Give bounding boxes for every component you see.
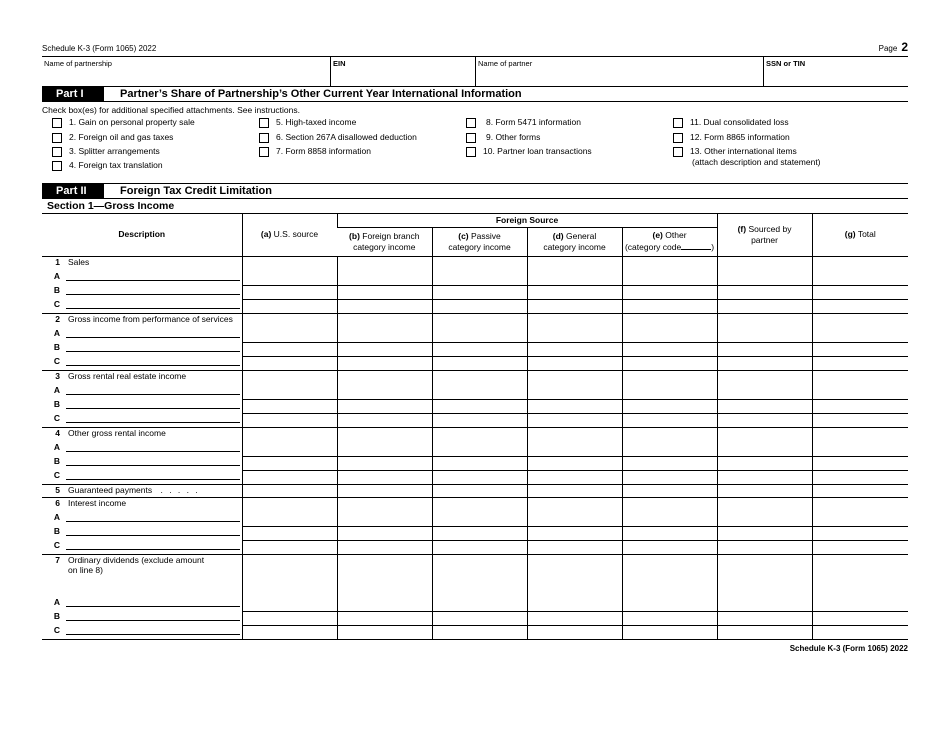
line-2A-cell[interactable] — [337, 328, 432, 342]
partnership-name-field[interactable]: Name of partnership — [44, 59, 112, 68]
line-6B-cell[interactable] — [527, 526, 622, 540]
line-4B-cell[interactable] — [622, 456, 717, 470]
line-4C-cell[interactable] — [242, 470, 337, 484]
line-1-sub-C[interactable]: C — [42, 299, 242, 313]
line-7A-cell[interactable] — [527, 597, 622, 611]
checkbox-item-8[interactable]: 8. Form 5471 information — [466, 117, 581, 128]
attachment-checkboxes — [42, 115, 908, 183]
section-1-title: Section 1—Gross Income — [42, 199, 908, 214]
part2-label: Part II — [42, 184, 104, 198]
line-6B-cell[interactable] — [242, 526, 337, 540]
line-1-cell[interactable] — [527, 256, 622, 271]
line-7-cell[interactable] — [527, 554, 622, 597]
line-4C-cell[interactable] — [527, 470, 622, 484]
line-3B-cell[interactable] — [242, 399, 337, 413]
subline-input[interactable] — [66, 465, 240, 466]
line-1A-cell[interactable] — [242, 271, 337, 285]
line-3B-cell[interactable] — [527, 399, 622, 413]
line-4-cell[interactable] — [527, 427, 622, 442]
line-6A-cell[interactable] — [527, 512, 622, 526]
subline-input[interactable] — [66, 535, 240, 536]
checkbox-item-10[interactable]: 10. Partner loan transactions — [466, 146, 592, 157]
line-2-sub-B[interactable]: B — [42, 342, 242, 356]
checkbox-item-6[interactable]: 6. Section 267A disallowed deduction — [259, 132, 417, 143]
line-5-cell[interactable] — [527, 484, 622, 497]
subline-input[interactable] — [66, 451, 240, 452]
checkbox-item-5[interactable]: 5. High-taxed income — [259, 117, 356, 128]
checkbox[interactable] — [259, 147, 269, 157]
line-7C-cell[interactable] — [337, 625, 432, 639]
table-subrow — [42, 442, 908, 456]
line-4A-cell[interactable] — [242, 442, 337, 456]
line-4A-cell[interactable] — [527, 442, 622, 456]
line-3-cell[interactable] — [432, 370, 527, 385]
line-3-description: 3 Gross rental real estate income — [55, 370, 187, 381]
col-b-foreign-branch: (b) Foreign branch category income — [337, 227, 432, 256]
line-2C-cell[interactable] — [527, 356, 622, 370]
line-2B-cell[interactable] — [432, 342, 527, 356]
line-6B-cell[interactable] — [622, 526, 717, 540]
line-6B-cell[interactable] — [717, 526, 812, 540]
line-3B-cell[interactable] — [812, 399, 908, 413]
partner-name-field[interactable]: Name of partner — [475, 57, 763, 86]
subline-input[interactable] — [66, 337, 240, 338]
line-7-cell[interactable] — [717, 554, 812, 597]
line-2A-cell[interactable] — [527, 328, 622, 342]
line-2-cell[interactable] — [527, 313, 622, 328]
table-row — [42, 427, 908, 442]
line-1B-cell[interactable] — [717, 285, 812, 299]
line-6C-cell[interactable] — [242, 540, 337, 554]
line-5-cell[interactable] — [432, 484, 527, 497]
line-2-sub-A[interactable]: A — [42, 328, 242, 342]
subline-input[interactable] — [66, 606, 240, 607]
line-1-cell[interactable] — [337, 256, 432, 271]
table-subrow — [42, 611, 908, 625]
line-3C-cell[interactable] — [717, 413, 812, 427]
line-1B-cell[interactable] — [337, 285, 432, 299]
checkbox-item-13[interactable]: 13. Other international items (attach description and statement) — [673, 146, 821, 168]
checkbox-item-1[interactable]: 1. Gain on personal property sale — [52, 117, 195, 128]
part2-title: Foreign Tax Credit Limitation — [120, 185, 272, 197]
line-6A-cell[interactable] — [622, 512, 717, 526]
line-3A-cell[interactable] — [242, 385, 337, 399]
line-2C-cell[interactable] — [432, 356, 527, 370]
line-1C-cell[interactable] — [812, 299, 908, 313]
line-7A-cell[interactable] — [337, 597, 432, 611]
line-2C-cell[interactable] — [717, 356, 812, 370]
page-header — [42, 40, 908, 56]
line-6-cell[interactable] — [337, 497, 432, 512]
line-2B-cell[interactable] — [242, 342, 337, 356]
table-subrow — [42, 271, 908, 285]
checkbox[interactable] — [52, 133, 62, 143]
line-2B-cell[interactable] — [622, 342, 717, 356]
line-2C-cell[interactable] — [242, 356, 337, 370]
line-1B-cell[interactable] — [242, 285, 337, 299]
line-7B-cell[interactable] — [622, 611, 717, 625]
line-1-sub-A[interactable]: A — [42, 271, 242, 285]
form-id: Schedule K-3 (Form 1065) 2022 — [42, 44, 157, 53]
table-subrow — [42, 526, 908, 540]
line-2-cell[interactable] — [242, 313, 337, 328]
line-7-sub-C[interactable]: C — [42, 625, 242, 639]
checkbox[interactable] — [259, 118, 269, 128]
table-subrow — [42, 385, 908, 399]
table-subrow — [42, 597, 908, 611]
line-3-cell[interactable] — [242, 370, 337, 385]
line-1A-cell[interactable] — [432, 271, 527, 285]
line-7C-cell[interactable] — [242, 625, 337, 639]
line-3C-cell[interactable] — [812, 413, 908, 427]
line-7-cell[interactable] — [622, 554, 717, 597]
table-subrow — [42, 456, 908, 470]
line-7B-cell[interactable] — [527, 611, 622, 625]
ein-field[interactable]: EIN — [330, 57, 475, 86]
line-6A-cell[interactable] — [337, 512, 432, 526]
line-6-cell[interactable] — [432, 497, 527, 512]
line-3-sub-C[interactable]: C — [42, 413, 242, 427]
line-6C-cell[interactable] — [717, 540, 812, 554]
line-4-cell[interactable] — [812, 427, 908, 442]
checkbox[interactable] — [673, 118, 683, 128]
line-2A-cell[interactable] — [432, 328, 527, 342]
part2-header — [42, 183, 908, 199]
line-6B-cell[interactable] — [337, 526, 432, 540]
line-2B-cell[interactable] — [717, 342, 812, 356]
table-row — [42, 313, 908, 328]
table-subrow — [42, 512, 908, 526]
line-3-sub-A[interactable]: A — [42, 385, 242, 399]
line-4-cell[interactable] — [337, 427, 432, 442]
line-7-description: 7 Ordinary dividends (exclude amount on line 8) — [55, 554, 205, 575]
line-6-cell[interactable] — [812, 497, 908, 512]
line-6-sub-A[interactable]: A — [42, 512, 242, 526]
line-2B-cell[interactable] — [337, 342, 432, 356]
col-f-sourced-by-partner: (f) Sourced by partner — [717, 214, 812, 256]
line-3C-cell[interactable] — [337, 413, 432, 427]
line-4-sub-C[interactable]: C — [42, 470, 242, 484]
line-5-cell[interactable] — [717, 484, 812, 497]
line-7A-cell[interactable] — [242, 597, 337, 611]
subline-input[interactable] — [66, 308, 240, 309]
checkbox-item-7[interactable]: 7. Form 8858 information — [259, 146, 371, 157]
checkbox[interactable] — [52, 147, 62, 157]
line-6-description: 6 Interest income — [55, 497, 127, 508]
line-6A-cell[interactable] — [717, 512, 812, 526]
page-footer: Schedule K-3 (Form 1065) 2022 — [789, 643, 908, 653]
line-6A-cell[interactable] — [432, 512, 527, 526]
checkbox-item-3[interactable]: 3. Splitter arrangements — [52, 146, 160, 157]
line-2B-cell[interactable] — [527, 342, 622, 356]
line-7B-cell[interactable] — [432, 611, 527, 625]
line-4-sub-B[interactable]: B — [42, 456, 242, 470]
subline-input[interactable] — [66, 351, 240, 352]
subline-input[interactable] — [66, 479, 240, 480]
line-2-description: 2 Gross income from performance of services — [55, 313, 233, 324]
line-6C-cell[interactable] — [432, 540, 527, 554]
line-7B-cell[interactable] — [717, 611, 812, 625]
line-1B-cell[interactable] — [432, 285, 527, 299]
line-6-sub-B[interactable]: B — [42, 526, 242, 540]
subline-input[interactable] — [66, 521, 240, 522]
line-7A-cell[interactable] — [622, 597, 717, 611]
line-7C-cell[interactable] — [717, 625, 812, 639]
line-4A-cell[interactable] — [432, 442, 527, 456]
line-7-cell[interactable] — [812, 554, 908, 597]
line-6B-cell[interactable] — [432, 526, 527, 540]
line-5-cell[interactable] — [242, 484, 337, 497]
line-2-cell[interactable] — [717, 313, 812, 328]
line-3-cell[interactable] — [812, 370, 908, 385]
line-5-cell[interactable] — [337, 484, 432, 497]
col-foreign-source: Foreign Source — [337, 214, 717, 227]
line-1-cell[interactable] — [717, 256, 812, 271]
line-2A-cell[interactable] — [622, 328, 717, 342]
line-7A-cell[interactable] — [432, 597, 527, 611]
line-1C-cell[interactable] — [432, 299, 527, 313]
line-7-sub-A[interactable]: A — [42, 597, 242, 611]
line-1-cell[interactable] — [432, 256, 527, 271]
subline-input[interactable] — [66, 280, 240, 281]
line-4A-cell[interactable] — [337, 442, 432, 456]
line-3-cell[interactable] — [337, 370, 432, 385]
line-3C-cell[interactable] — [242, 413, 337, 427]
line-7B-cell[interactable] — [242, 611, 337, 625]
line-4B-cell[interactable] — [242, 456, 337, 470]
line-6-cell[interactable] — [717, 497, 812, 512]
line-1A-cell[interactable] — [812, 271, 908, 285]
line-7-sub-B[interactable]: B — [42, 611, 242, 625]
part1-title: Partner’s Share of Partnership’s Other Current Year International Information — [120, 88, 522, 100]
line-4B-cell[interactable] — [717, 456, 812, 470]
line-7C-cell[interactable] — [812, 625, 908, 639]
line-4B-cell[interactable] — [812, 456, 908, 470]
table-subrow — [42, 342, 908, 356]
table-row — [42, 484, 908, 497]
line-2-cell[interactable] — [432, 313, 527, 328]
line-1-cell[interactable] — [622, 256, 717, 271]
line-4-sub-A[interactable]: A — [42, 442, 242, 456]
line-4A-cell[interactable] — [622, 442, 717, 456]
line-4A-cell[interactable] — [717, 442, 812, 456]
line-4A-cell[interactable] — [812, 442, 908, 456]
col-a-us-source: (a) U.S. source — [242, 214, 337, 256]
line-5-cell[interactable] — [622, 484, 717, 497]
line-4C-cell[interactable] — [432, 470, 527, 484]
line-1C-cell[interactable] — [527, 299, 622, 313]
line-1C-cell[interactable] — [337, 299, 432, 313]
line-6-sub-C[interactable]: C — [42, 540, 242, 554]
line-4C-cell[interactable] — [337, 470, 432, 484]
line-3B-cell[interactable] — [717, 399, 812, 413]
ssn-tin-field[interactable]: SSN or TIN — [763, 57, 908, 86]
line-3-sub-B[interactable]: B — [42, 399, 242, 413]
line-3A-cell[interactable] — [812, 385, 908, 399]
line-2-cell[interactable] — [812, 313, 908, 328]
line-1C-cell[interactable] — [242, 299, 337, 313]
line-2-cell[interactable] — [622, 313, 717, 328]
line-1B-cell[interactable] — [622, 285, 717, 299]
line-1B-cell[interactable] — [527, 285, 622, 299]
table-row — [42, 370, 908, 385]
part1-header — [42, 86, 908, 102]
table-subrow — [42, 470, 908, 484]
line-3A-cell[interactable] — [432, 385, 527, 399]
checkbox[interactable] — [259, 133, 269, 143]
line-6-cell[interactable] — [527, 497, 622, 512]
line-1-sub-B[interactable]: B — [42, 285, 242, 299]
line-3B-cell[interactable] — [432, 399, 527, 413]
line-4B-cell[interactable] — [527, 456, 622, 470]
line-7C-cell[interactable] — [527, 625, 622, 639]
line-4B-cell[interactable] — [337, 456, 432, 470]
subline-input[interactable] — [66, 294, 240, 295]
line-7B-cell[interactable] — [337, 611, 432, 625]
checkbox[interactable] — [52, 161, 62, 171]
gross-income-table — [42, 214, 908, 640]
line-6C-cell[interactable] — [812, 540, 908, 554]
col-description: Description — [42, 214, 242, 256]
subline-input[interactable] — [66, 365, 240, 366]
col-e-other: (e) Other (category code ) — [622, 227, 717, 256]
line-3C-cell[interactable] — [432, 413, 527, 427]
line-7A-cell[interactable] — [717, 597, 812, 611]
subline-input[interactable] — [66, 422, 240, 423]
line-1-cell[interactable] — [812, 256, 908, 271]
table-body — [42, 256, 908, 639]
line-4-cell[interactable] — [242, 427, 337, 442]
checkbox-item-4[interactable]: 4. Foreign tax translation — [52, 160, 163, 171]
checkbox-item-9[interactable]: 9. Other forms — [466, 132, 540, 143]
checkbox-item-12[interactable]: 12. Form 8865 information — [673, 132, 790, 143]
line-2A-cell[interactable] — [812, 328, 908, 342]
table-subrow — [42, 540, 908, 554]
line-4-description: 4 Other gross rental income — [55, 427, 166, 438]
line-4-cell[interactable] — [622, 427, 717, 442]
line-3-cell[interactable] — [622, 370, 717, 385]
line-2A-cell[interactable] — [242, 328, 337, 342]
subline-input[interactable] — [66, 394, 240, 395]
line-6A-cell[interactable] — [242, 512, 337, 526]
line-1A-cell[interactable] — [337, 271, 432, 285]
checkbox[interactable] — [466, 147, 476, 157]
line-6A-cell[interactable] — [812, 512, 908, 526]
table-subrow — [42, 399, 908, 413]
table-row — [42, 256, 908, 271]
line-1A-cell[interactable] — [527, 271, 622, 285]
subline-input[interactable] — [66, 408, 240, 409]
line-3-cell[interactable] — [527, 370, 622, 385]
line-1B-cell[interactable] — [812, 285, 908, 299]
col-d-general: (d) General category income — [527, 227, 622, 256]
line-1C-cell[interactable] — [717, 299, 812, 313]
line-3A-cell[interactable] — [717, 385, 812, 399]
table-row — [42, 554, 908, 597]
line-3B-cell[interactable] — [337, 399, 432, 413]
part1-label: Part I — [42, 87, 104, 101]
subline-input[interactable] — [66, 634, 240, 635]
line-3-cell[interactable] — [717, 370, 812, 385]
line-6C-cell[interactable] — [622, 540, 717, 554]
line-7-cell[interactable] — [242, 554, 337, 597]
line-4C-cell[interactable] — [717, 470, 812, 484]
line-5-cell[interactable] — [812, 484, 908, 497]
line-4B-cell[interactable] — [432, 456, 527, 470]
line-2C-cell[interactable] — [812, 356, 908, 370]
line-7A-cell[interactable] — [812, 597, 908, 611]
line-1-description: 1 Sales — [55, 256, 90, 267]
line-3B-cell[interactable] — [622, 399, 717, 413]
table-subrow — [42, 285, 908, 299]
line-5-description: 5 Guaranteed payments . . . . . — [42, 484, 242, 497]
checkbox[interactable] — [466, 118, 476, 128]
line-6C-cell[interactable] — [337, 540, 432, 554]
line-6B-cell[interactable] — [812, 526, 908, 540]
line-2A-cell[interactable] — [717, 328, 812, 342]
line-3A-cell[interactable] — [527, 385, 622, 399]
line-2C-cell[interactable] — [337, 356, 432, 370]
table-row — [42, 497, 908, 512]
line-1A-cell[interactable] — [717, 271, 812, 285]
checkbox[interactable] — [673, 133, 683, 143]
line-4C-cell[interactable] — [622, 470, 717, 484]
line-2-sub-C[interactable]: C — [42, 356, 242, 370]
form-page — [42, 40, 908, 653]
col-c-passive: (c) Passive category income — [432, 227, 527, 256]
line-1-cell[interactable] — [242, 256, 337, 271]
table-subrow — [42, 625, 908, 639]
line-4C-cell[interactable] — [812, 470, 908, 484]
table-subrow — [42, 299, 908, 313]
line-3A-cell[interactable] — [622, 385, 717, 399]
checkbox[interactable] — [52, 118, 62, 128]
line-4-cell[interactable] — [717, 427, 812, 442]
line-2C-cell[interactable] — [622, 356, 717, 370]
line-7B-cell[interactable] — [812, 611, 908, 625]
line-6-cell[interactable] — [622, 497, 717, 512]
line-7-cell[interactable] — [337, 554, 432, 597]
subline-input[interactable] — [66, 620, 240, 621]
line-7-cell[interactable] — [432, 554, 527, 597]
checkbox[interactable] — [466, 133, 476, 143]
checkbox-item-2[interactable]: 2. Foreign oil and gas taxes — [52, 132, 173, 143]
col-g-total: (g) Total — [812, 214, 908, 256]
line-3C-cell[interactable] — [622, 413, 717, 427]
line-6C-cell[interactable] — [527, 540, 622, 554]
line-1C-cell[interactable] — [622, 299, 717, 313]
table-subrow — [42, 356, 908, 370]
table-subrow — [42, 413, 908, 427]
line-3A-cell[interactable] — [337, 385, 432, 399]
line-7C-cell[interactable] — [622, 625, 717, 639]
checkbox-item-11[interactable]: 11. Dual consolidated loss — [673, 117, 789, 128]
line-2B-cell[interactable] — [812, 342, 908, 356]
line-1A-cell[interactable] — [622, 271, 717, 285]
identification-row — [42, 56, 908, 86]
line-7C-cell[interactable] — [432, 625, 527, 639]
line-6-cell[interactable] — [242, 497, 337, 512]
part1-instruction: Check box(es) for additional specified attachments. See instructions. — [42, 105, 300, 115]
subline-input[interactable] — [66, 549, 240, 550]
line-4-cell[interactable] — [432, 427, 527, 442]
checkbox[interactable] — [673, 147, 683, 157]
table-subrow — [42, 328, 908, 342]
line-3C-cell[interactable] — [527, 413, 622, 427]
page-number: Page 2 — [878, 40, 908, 54]
line-2-cell[interactable] — [337, 313, 432, 328]
